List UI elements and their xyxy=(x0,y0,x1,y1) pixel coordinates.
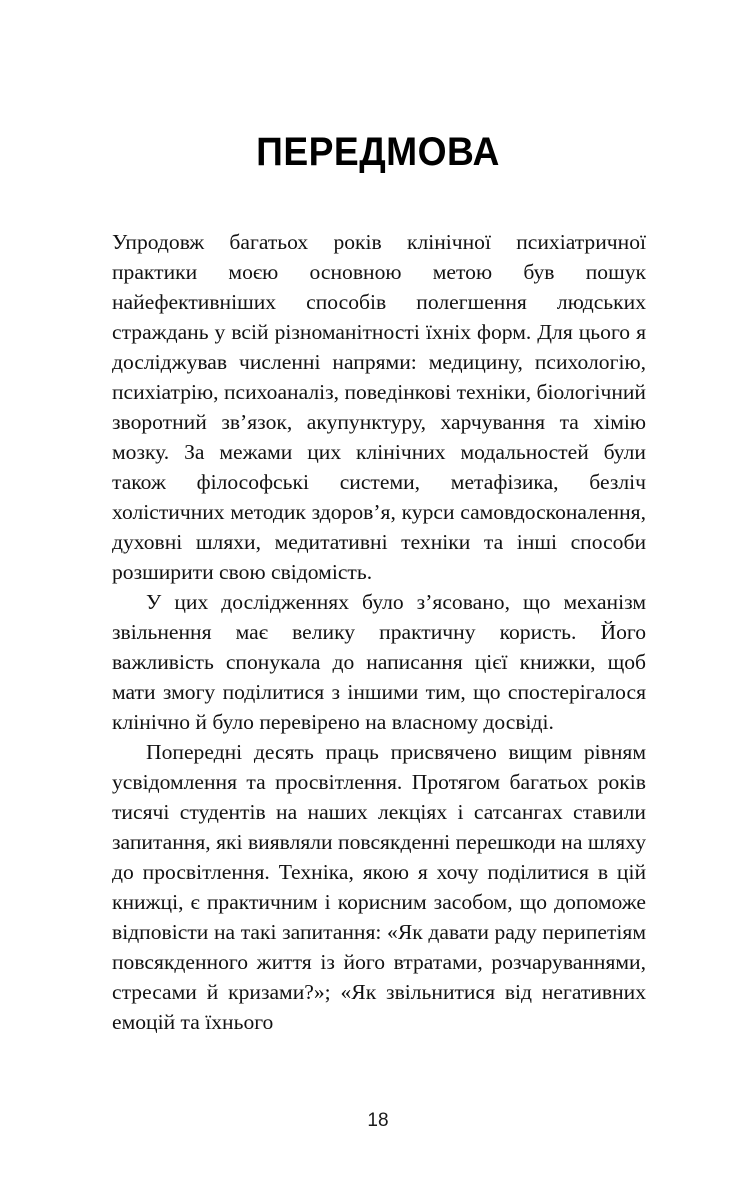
page-title: ПЕРЕДМОВА xyxy=(256,129,500,174)
page-number: 18 xyxy=(367,1110,389,1131)
paragraph-2: У цих дослідженнях було з’ясовано, що механізм звільнення має велику практичну користь. Його важливість спонукала до написання цієї книжки, щоб мати змогу поділитися з іншими тим, що спостерігалося клінічно й було перевірено на власному досвіді. xyxy=(112,590,646,734)
paragraph-1: Упродовж багатьох років клінічної психіатричної практики моєю основною метою був пошук найефективніших способів полегшення людських страждань у всій різноманітності їхніх форм. Для цього я досліджував численні напрями: медицину, психологію, психіатрію, психоаналіз, поведінкові техніки, біологічний зворотний зв’язок, акупунктуру, харчування та хімію мозку. За межами цих клінічних модальностей були також філософські системи, метафізика, безліч холістичних методик здоров’я, курси самовдосконалення, духовні шляхи, медитативні техніки та інші способи розширити свою свідомість. xyxy=(112,230,646,584)
paragraph-3: Попередні десять праць присвячено вищим рівням усвідомлення та просвітлення. Протягом багатьох років тисячі студентів на наших лекціях і сатсангах ставили запитання, які виявляли повсякденні перешкоди на шляху до просвітлення. Техніка, якою я хочу поділитися в цій книжці, є практичним і корисним засобом, що допоможе відповісти на такі запитання: «Як давати раду перипетіям повсякденного життя із його втратами, розчаруваннями, стресами й кризами?»; «Як звільнитися від негативних емоцій та їхнього xyxy=(112,740,646,1034)
body-text-block xyxy=(112,227,646,1037)
